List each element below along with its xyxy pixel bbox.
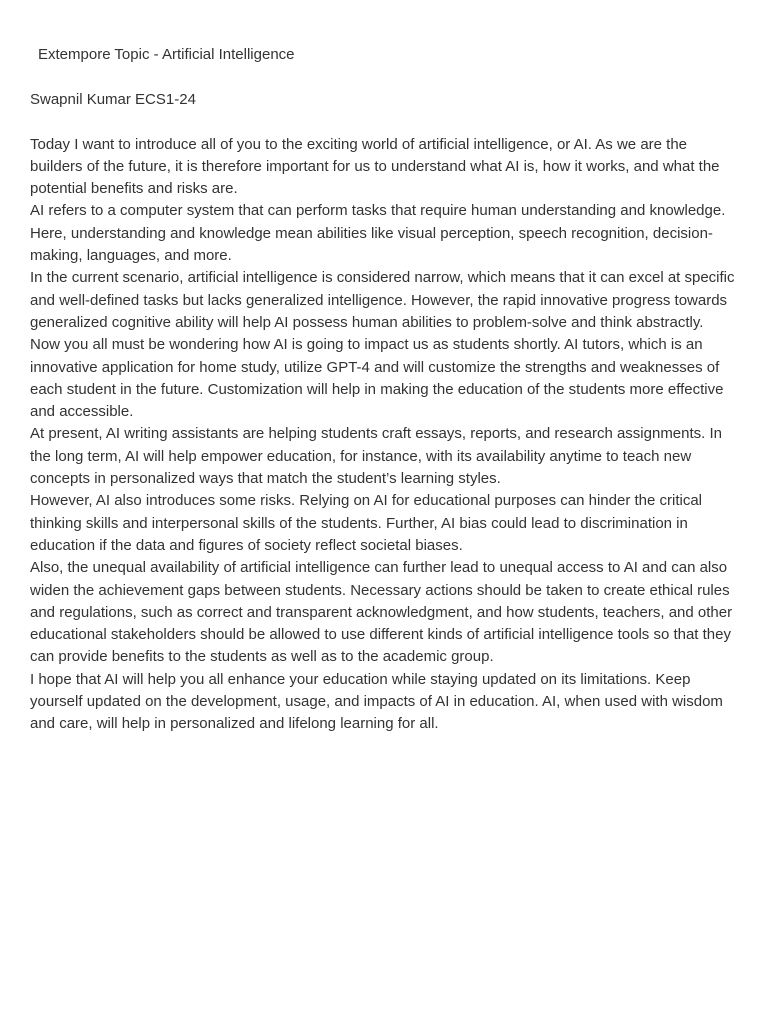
paragraph: AI refers to a computer system that can perform tasks that require human understanding and knowledge. Here, understanding and knowledge mean abilities like visual perception, speech recognition, decision-making, languages, and more. [30,202,726,265]
paragraph: At present, AI writing assistants are helping students craft essays, reports, and research assignments. In the long term, AI will help empower education, for instance, with its availability anytime to teach new concepts in personalized ways that match the student’s learning styles. [30,425,723,488]
document [30,44,742,736]
paragraph: Today I want to introduce all of you to the exciting world of artificial intelligence, or AI. As we are the builders of the future, it is therefore important for us to understand what AI is, how it works, and what the potential benefits and risks are. [30,135,720,198]
paragraph: However, AI also introduces some risks. Relying on AI for educational purposes can hinder the critical thinking skills and interpersonal skills of the students. Further, AI bias could lead to discrimination in education if the data and figures of society reflect societal biases. [30,492,703,554]
paragraph: Also, the unequal availability of artificial intelligence can further lead to unequal access to AI and can also widen the achievement gaps between students. Necessary actions should be taken to create ethical rules and regulations, such as correct and transparent acknowledgment, and how students, teachers, and other educational stakeholders should be allowed to use different kinds of artificial intelligence tools so that they can provide benefits to the students as well as to the academic group. [30,559,733,666]
paragraph: Now you all must be wondering how AI is going to impact us as students shortly. AI tutors, which is an innovative application for home study, utilize GPT-4 and will customize the strengths and weaknesses of each student in the future. Customization will help in making the education of the students more effective and accessible. [30,336,724,421]
document-title: Extempore Topic - Artificial Intelligence [38,46,295,63]
document-author: Swapnil Kumar ECS1-24 [30,91,196,109]
document-body [30,134,742,736]
paragraph: I hope that AI will help you all enhance your education while staying updated on its limitations. Keep yourself updated on the development, usage, and impacts of AI in education. AI, when used with wisdom and care, will help in personalized and lifelong learning for all. [30,670,723,733]
paragraph: In the current scenario, artificial intelligence is considered narrow, which means that it can excel at specific and well-defined tasks but lacks generalized intelligence. However, the rapid innovative progress towards generalized cognitive ability will help AI possess human abilities to problem-solve and think abstractly. [30,269,735,331]
